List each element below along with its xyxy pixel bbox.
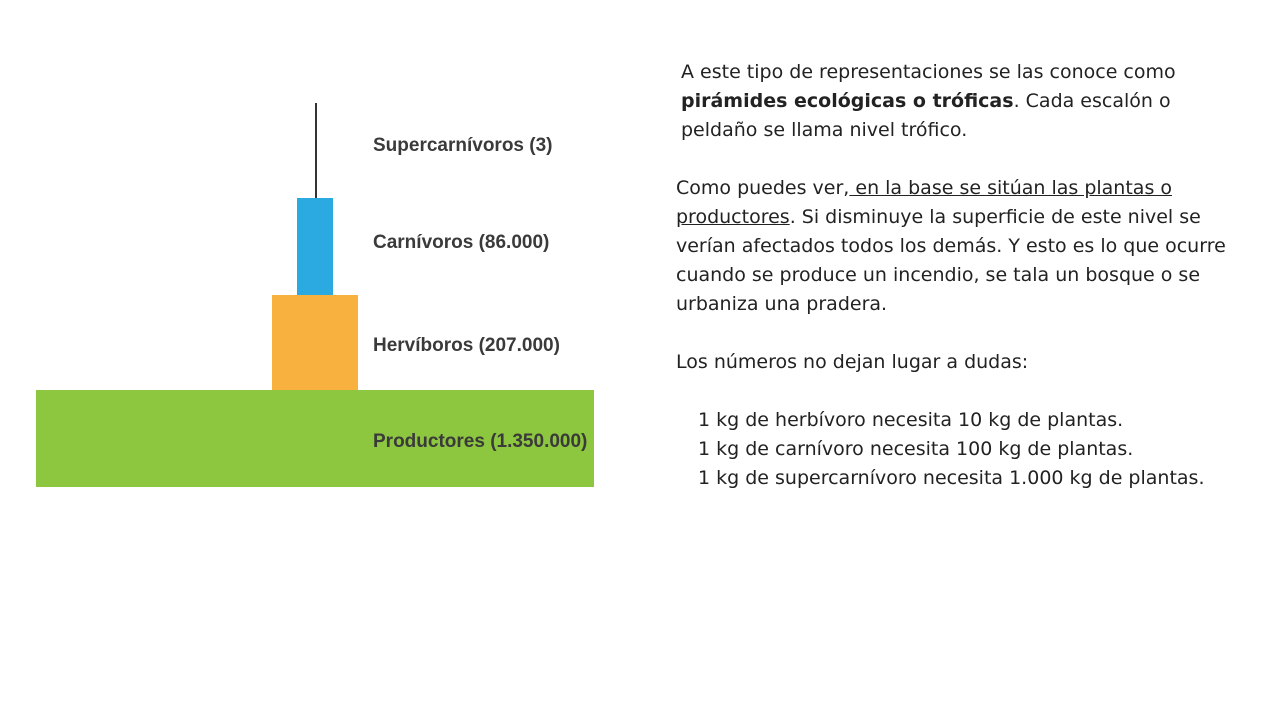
intro-paragraph [676,58,1236,145]
numbers-intro: Los números no dejan lugar a dudas: [676,351,1029,373]
supercarnivores-label: Supercarnívoros (3) [373,135,553,156]
producers-label: Productores (1.350.000) [373,431,588,452]
fact-herbivore: 1 kg de herbívoro necesita 10 kg de plantas. [698,409,1124,431]
base-text-start: Como puedes ver, [676,177,850,199]
intro-text-start: A este tipo de representaciones se las conoce como [681,61,1176,83]
base-text-end: . Si disminuye la superficie de este nivel se verían afectados todos los demás. Y esto es lo que ocurre cuando se produce un incendio, se tala un bosque o se urbaniza una pradera. [676,206,1226,315]
herbivores-label: Hervíboros (207.000) [373,335,560,356]
fact-supercarnivore: 1 kg de supercarnívoro necesita 1.000 kg de plantas. [698,467,1205,489]
carnivores-label: Carnívoros (86.000) [373,232,550,253]
explanation-text [676,58,1236,493]
intro-text-end: . Cada escalón o peldaño se llama nivel trófico. [681,90,1171,141]
carnivores-bar [297,198,333,295]
fact-carnivore: 1 kg de carnívoro necesita 100 kg de plantas. [698,438,1134,460]
pyramid-term: pirámides ecológicas o tróficas [681,90,1014,112]
herbivores-bar [272,295,358,391]
producers-underlined-text: en la base se sitúan las plantas o productores [676,177,1173,228]
base-paragraph [676,174,1236,319]
